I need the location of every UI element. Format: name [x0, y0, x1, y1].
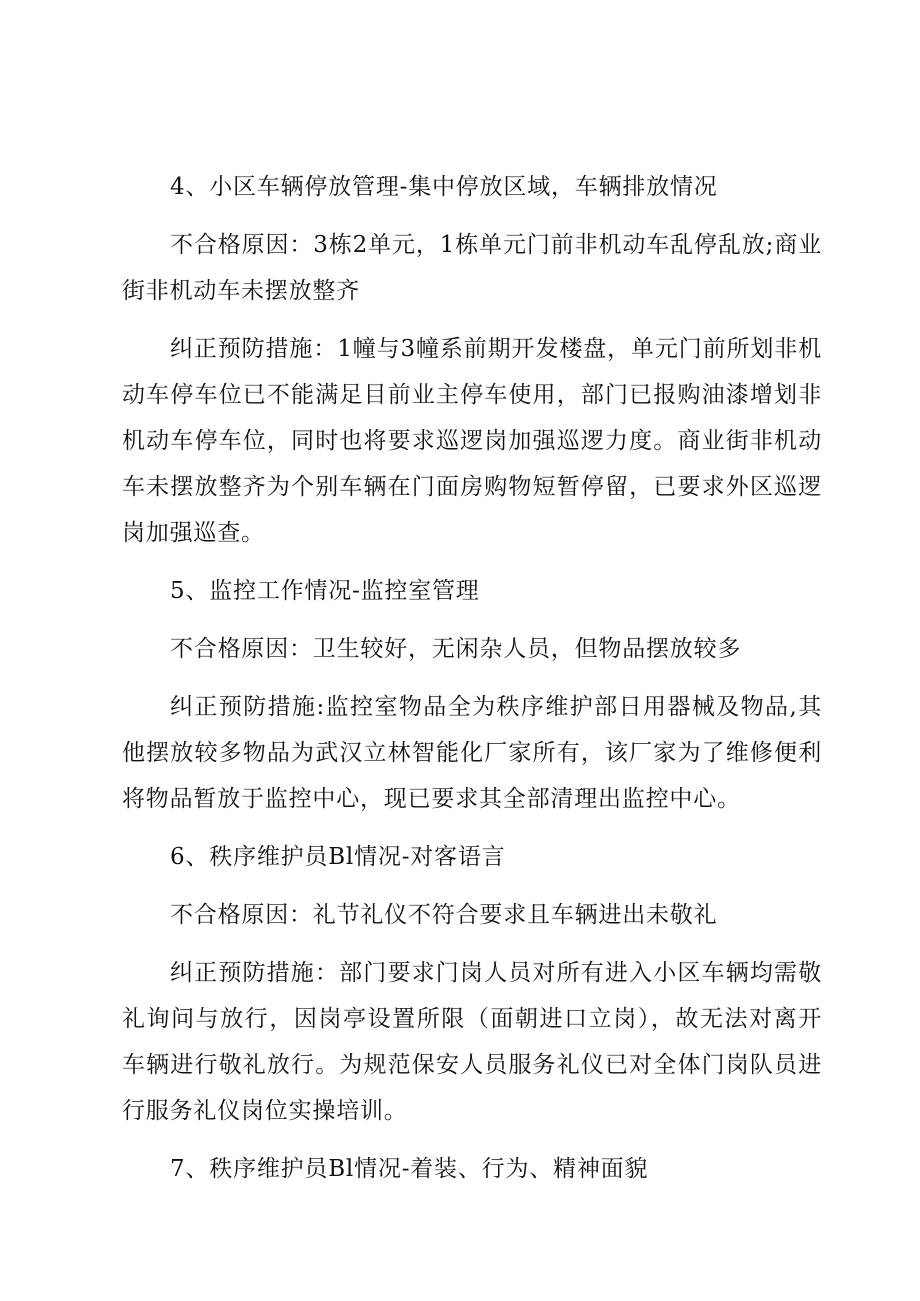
section-4-corrective-action: 纠正预防措施：1幢与3幢系前期开发楼盘，单元门前所划非机动车停车位已不能满足目前业主停车使用，部门已报购油漆增划非机动车停车位，同时也将要求巡逻岗加强巡逻力度。商业街非机动车未摆放整齐为个别车辆在门面房购物短暂停留，已要求外区巡逻岗加强巡查。	[122, 336, 822, 546]
section-7-heading: 7、秩序维护员Bl情况-着装、行为、精神面貌	[170, 1156, 649, 1182]
section-6-heading: 6、秩序维护员Bl情况-对客语言	[170, 844, 506, 870]
section-4-nonconformity: 不合格原因：3栋2单元，1栋单元门前非机动车乱停乱放;商业街非机动车未摆放整齐	[122, 232, 822, 304]
document-body	[122, 164, 822, 1204]
section-5-corrective-action: 纠正预防措施:监控室物品全为秩序维护部日用器械及物品,其他摆放较多物品为武汉立林智能化厂家所有，该厂家为了维修便利将物品暂放于监控中心，现已要求其全部清理出监控中心。	[122, 694, 822, 812]
section-4-heading: 4、小区车辆停放管理-集中停放区域，车辆排放情况	[170, 174, 718, 200]
section-6-corrective-action: 纠正预防措施：部门要求门岗人员对所有进入小区车辆均需敬礼询问与放行，因岗亭设置所限（面朝进口立岗），故无法对离开车辆进行敬礼放行。为规范保安人员服务礼仪已对全体门岗队员进行服务礼仪岗位实操培训。	[122, 960, 822, 1124]
section-6-nonconformity: 不合格原因：礼节礼仪不符合要求且车辆进出未敬礼	[170, 902, 718, 928]
section-5-nonconformity: 不合格原因：卫生较好，无闲杂人员，但物品摆放较多	[170, 636, 742, 662]
section-5-heading: 5、监控工作情况-监控室管理	[170, 578, 480, 604]
